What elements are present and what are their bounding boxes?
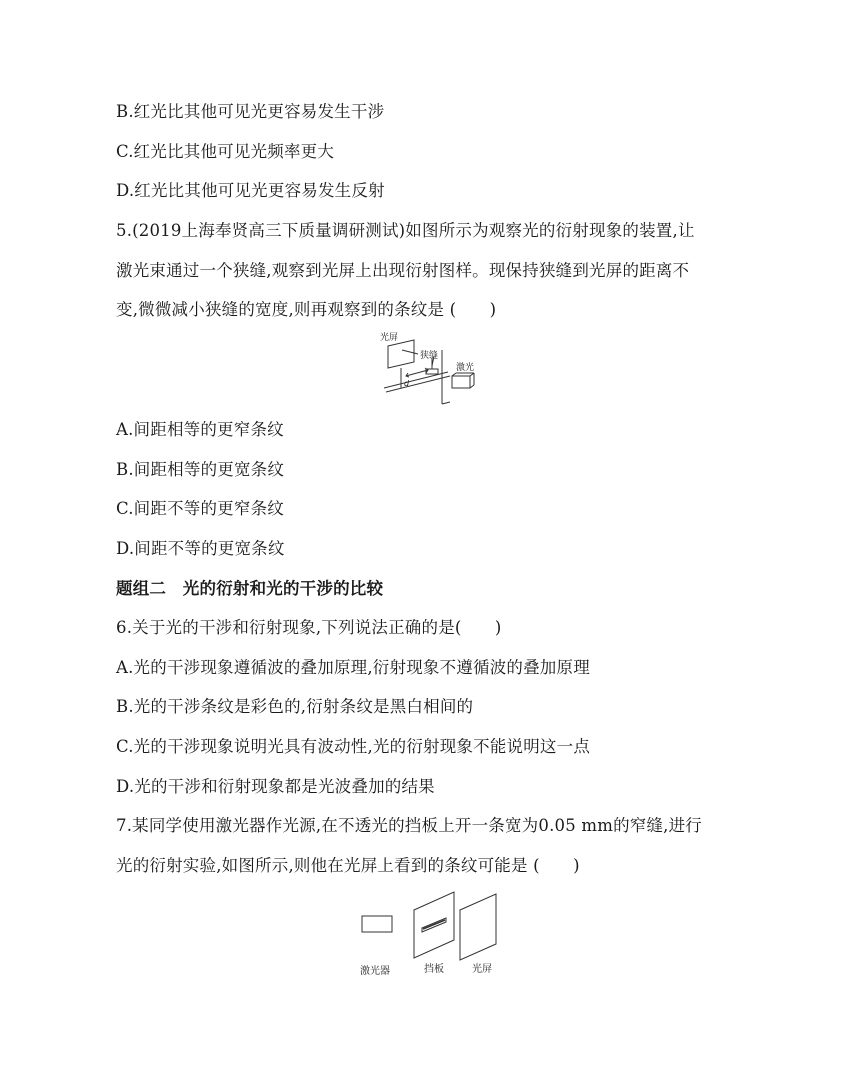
q5-option-c: C.间距不等的更窄条纹 <box>116 499 284 518</box>
q7-stem-line1: 7.某同学使用激光器作光源,在不透光的挡板上开一条宽为0.05 mm的窄缝,进行 <box>116 816 703 835</box>
q4-option-b: B.红光比其他可见光更容易发生干涉 <box>116 102 385 121</box>
label-slit: 狭缝 <box>420 351 439 361</box>
laser-box-shape <box>362 916 392 932</box>
group2-heading: 题组二 光的衍射和光的干涉的比较 <box>116 579 384 598</box>
q7-setup-figure <box>356 888 506 980</box>
label-laser: 激光 <box>456 363 475 373</box>
q5-diffraction-apparatus-figure <box>370 328 498 412</box>
q6-option-d: D.光的干涉和衍射现象都是光波叠加的结果 <box>116 777 435 796</box>
q4-option-d: D.红光比其他可见光更容易发生反射 <box>116 181 385 200</box>
q5-option-d: D.间距不等的更宽条纹 <box>116 539 285 558</box>
screen-shape <box>460 894 496 960</box>
q5-option-a: A.间距相等的更窄条纹 <box>116 420 284 439</box>
label-laser-device: 激光器 <box>360 966 390 977</box>
q4-option-c: C.红光比其他可见光频率更大 <box>116 142 335 161</box>
q7-stem-line2: 光的衍射实验,如图所示,则他在光屏上看到的条纹可能是 ( ) <box>116 856 580 875</box>
screen-plate-shape <box>388 340 414 368</box>
q5-option-b: B.间距相等的更宽条纹 <box>116 460 285 479</box>
q5-stem-line3: 变,微微减小狭缝的宽度,则再观察到的条纹是 ( ) <box>116 300 497 319</box>
q6-option-c: C.光的干涉现象说明光具有波动性,光的衍射现象不能说明这一点 <box>116 737 591 756</box>
q5-stem-line2: 激光束通过一个狭缝,观察到光屏上出现衍射图样。现保持狭缝到光屏的距离不 <box>116 261 690 280</box>
q6-option-a: A.光的干涉现象遵循波的叠加原理,衍射现象不遵循波的叠加原理 <box>116 658 590 677</box>
label-distance: d <box>404 379 410 388</box>
label-screen: 光屏 <box>380 333 399 343</box>
label-baffle: 挡板 <box>424 964 444 975</box>
q5-stem-line1: 5.(2019上海奉贤高三下质量调研测试)如图所示为观察光的衍射现象的装置,让 <box>116 221 695 240</box>
q6-stem: 6.关于光的干涉和衍射现象,下列说法正确的是( ) <box>116 618 502 637</box>
q6-option-b: B.光的干涉条纹是彩色的,衍射条纹是黑白相间的 <box>116 697 474 716</box>
label-light-screen: 光屏 <box>472 964 492 975</box>
